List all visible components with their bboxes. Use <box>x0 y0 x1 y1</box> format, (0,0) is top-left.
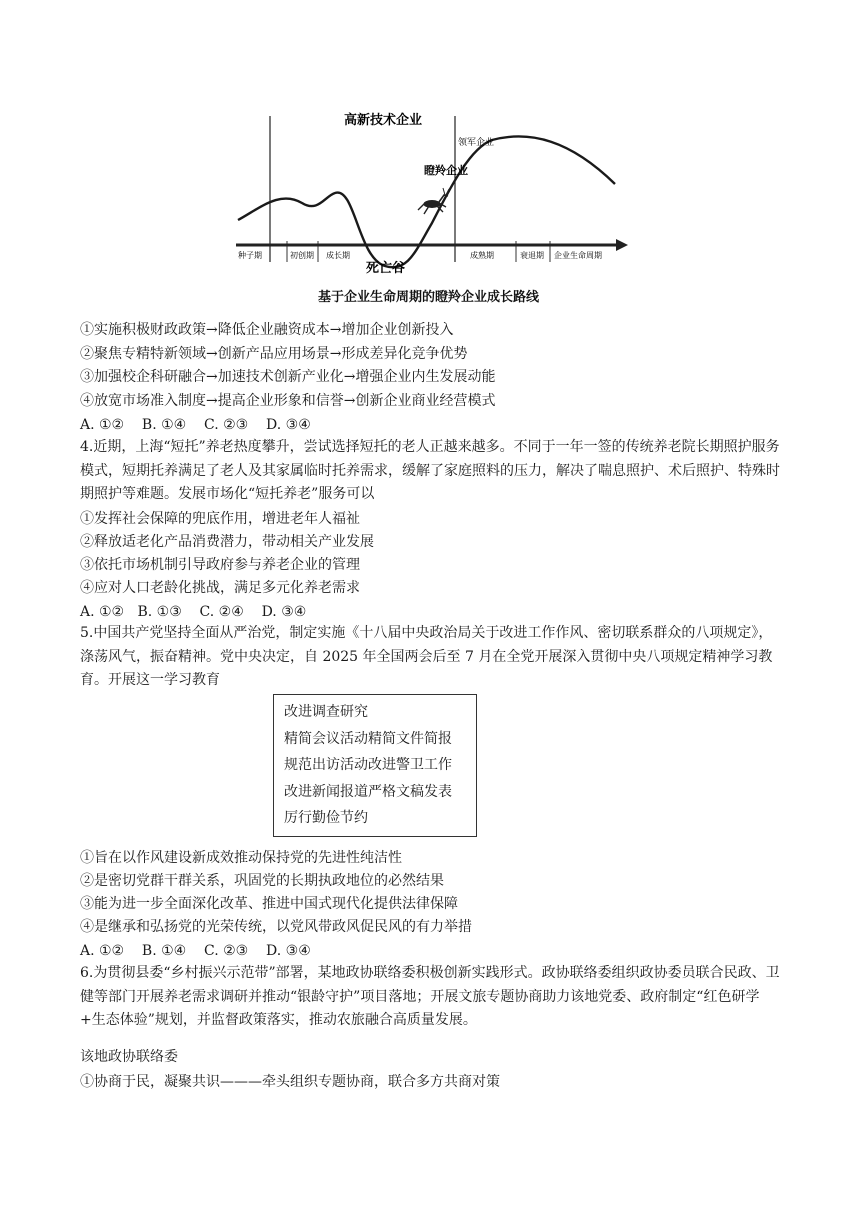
q5-item: ④是继承和弘扬党的光荣传统，以党风带政风促民风的有力举措 <box>80 919 472 935</box>
q5-options: A. ①② B. ①④ C. ②③ D. ③④ <box>80 943 311 959</box>
q3-item: ③加强校企科研融合→加速技术创新产业化→增强企业内生发展动能 <box>80 369 496 385</box>
q3-item: ④放宽市场准入制度→提高企业形象和信誉→创新企业商业经营模式 <box>80 393 496 409</box>
q5-box-item: 厉行勤俭节约 <box>284 810 368 827</box>
q5-box-item: 规范出访活动改进警卫工作 <box>284 757 452 774</box>
label-valley: 死亡谷 <box>366 261 406 276</box>
q5-content-box <box>273 694 477 837</box>
q4-stem: 4.近期，上海“短托”养老热度攀升，尝试选择短托的老人正越来越多。不同于一年一签的传统养老院长期照护服务模式，短期托养满足了老人及其家属临时托养需求，缓解了家庭照料的压力，解决了喘息照护、术后照护、特殊时期照护等难题。发展市场化“短托养老”服务可以 <box>80 439 780 502</box>
q6-lead: 该地政协联络委 <box>80 1049 178 1065</box>
figure-caption: 基于企业生命周期的瞪羚企业成长路线 <box>318 290 540 305</box>
figure-title: 高新技术企业 <box>344 113 423 128</box>
q4-item: ②释放适老化产品消费潜力，带动相关产业发展 <box>80 534 374 550</box>
stage-label: 成熟期 <box>470 251 494 260</box>
label-leader: 领军企业 <box>458 138 495 148</box>
q5-item: ①旨在以作风建设新成效推动保持党的先进性纯洁性 <box>80 850 402 866</box>
stage-label: 企业生命周期 <box>554 251 602 260</box>
q3-item: ②聚焦专精特新领域→创新产品应用场景→形成差异化竞争优势 <box>80 346 468 362</box>
q4-options: A. ①② B. ①③ C. ②④ D. ③④ <box>80 604 307 620</box>
q4-item: ④应对人口老龄化挑战，满足多元化养老需求 <box>80 580 360 596</box>
lifecycle-diagram <box>230 108 630 310</box>
q3-options: A. ①② B. ①④ C. ②③ D. ③④ <box>80 417 311 433</box>
q6-stem: 6.为贯彻县委“乡村振兴示范带”部署，某地政协联络委积极创新实践形式。政协联络委组织政协委员联合民政、卫健等部门开展养老需求调研并推动“银龄守护”项目落地；开展文旅专题协商助力该地党委、政府制定“红色研学+生态体验”规划，并监督政策落实，推动农旅融合高质量发展。 <box>80 965 780 1028</box>
stage-label: 衰退期 <box>520 251 544 260</box>
q5-item: ②是密切党群干群关系，巩固党的长期执政地位的必然结果 <box>80 873 444 889</box>
q5-box-item: 精简会议活动精简文件简报 <box>284 730 452 747</box>
q5-box-item: 改进调查研究 <box>284 704 368 720</box>
lifecycle-diagram-svg <box>230 108 630 310</box>
stage-label: 初创期 <box>290 251 314 260</box>
q5-box-item: 改进新闻报道严格文稿发表 <box>284 783 452 800</box>
q6-item: ①协商于民，凝聚共识———牵头组织专题协商，联合多方共商对策 <box>80 1074 500 1090</box>
q4-item: ①发挥社会保障的兜底作用，增进老年人福祉 <box>80 511 360 527</box>
stage-label: 种子期 <box>238 251 262 260</box>
q4-item: ③依托市场机制引导政府参与养老企业的管理 <box>80 557 360 573</box>
q3-item: ①实施积极财政政策→降低企业融资成本→增加企业创新投入 <box>80 322 454 338</box>
stage-label: 成长期 <box>326 251 350 260</box>
q5-item: ③能为进一步全面深化改革、推进中国式现代化提供法律保障 <box>80 896 458 912</box>
axis-arrow-icon <box>616 239 628 251</box>
q5-stem: 5.中国共产党坚持全面从严治党，制定实施《十八届中央政治局关于改进工作作风、密切联系群众的八项规定》，涤荡风气，振奋精神。党中央决定，自 2025 年全国两会后至 7 月在全党开展深入贯彻中央八项规定精神学习教育。开展这一学习教育 <box>80 625 773 688</box>
label-gazelle: 瞪羚企业 <box>424 164 468 177</box>
